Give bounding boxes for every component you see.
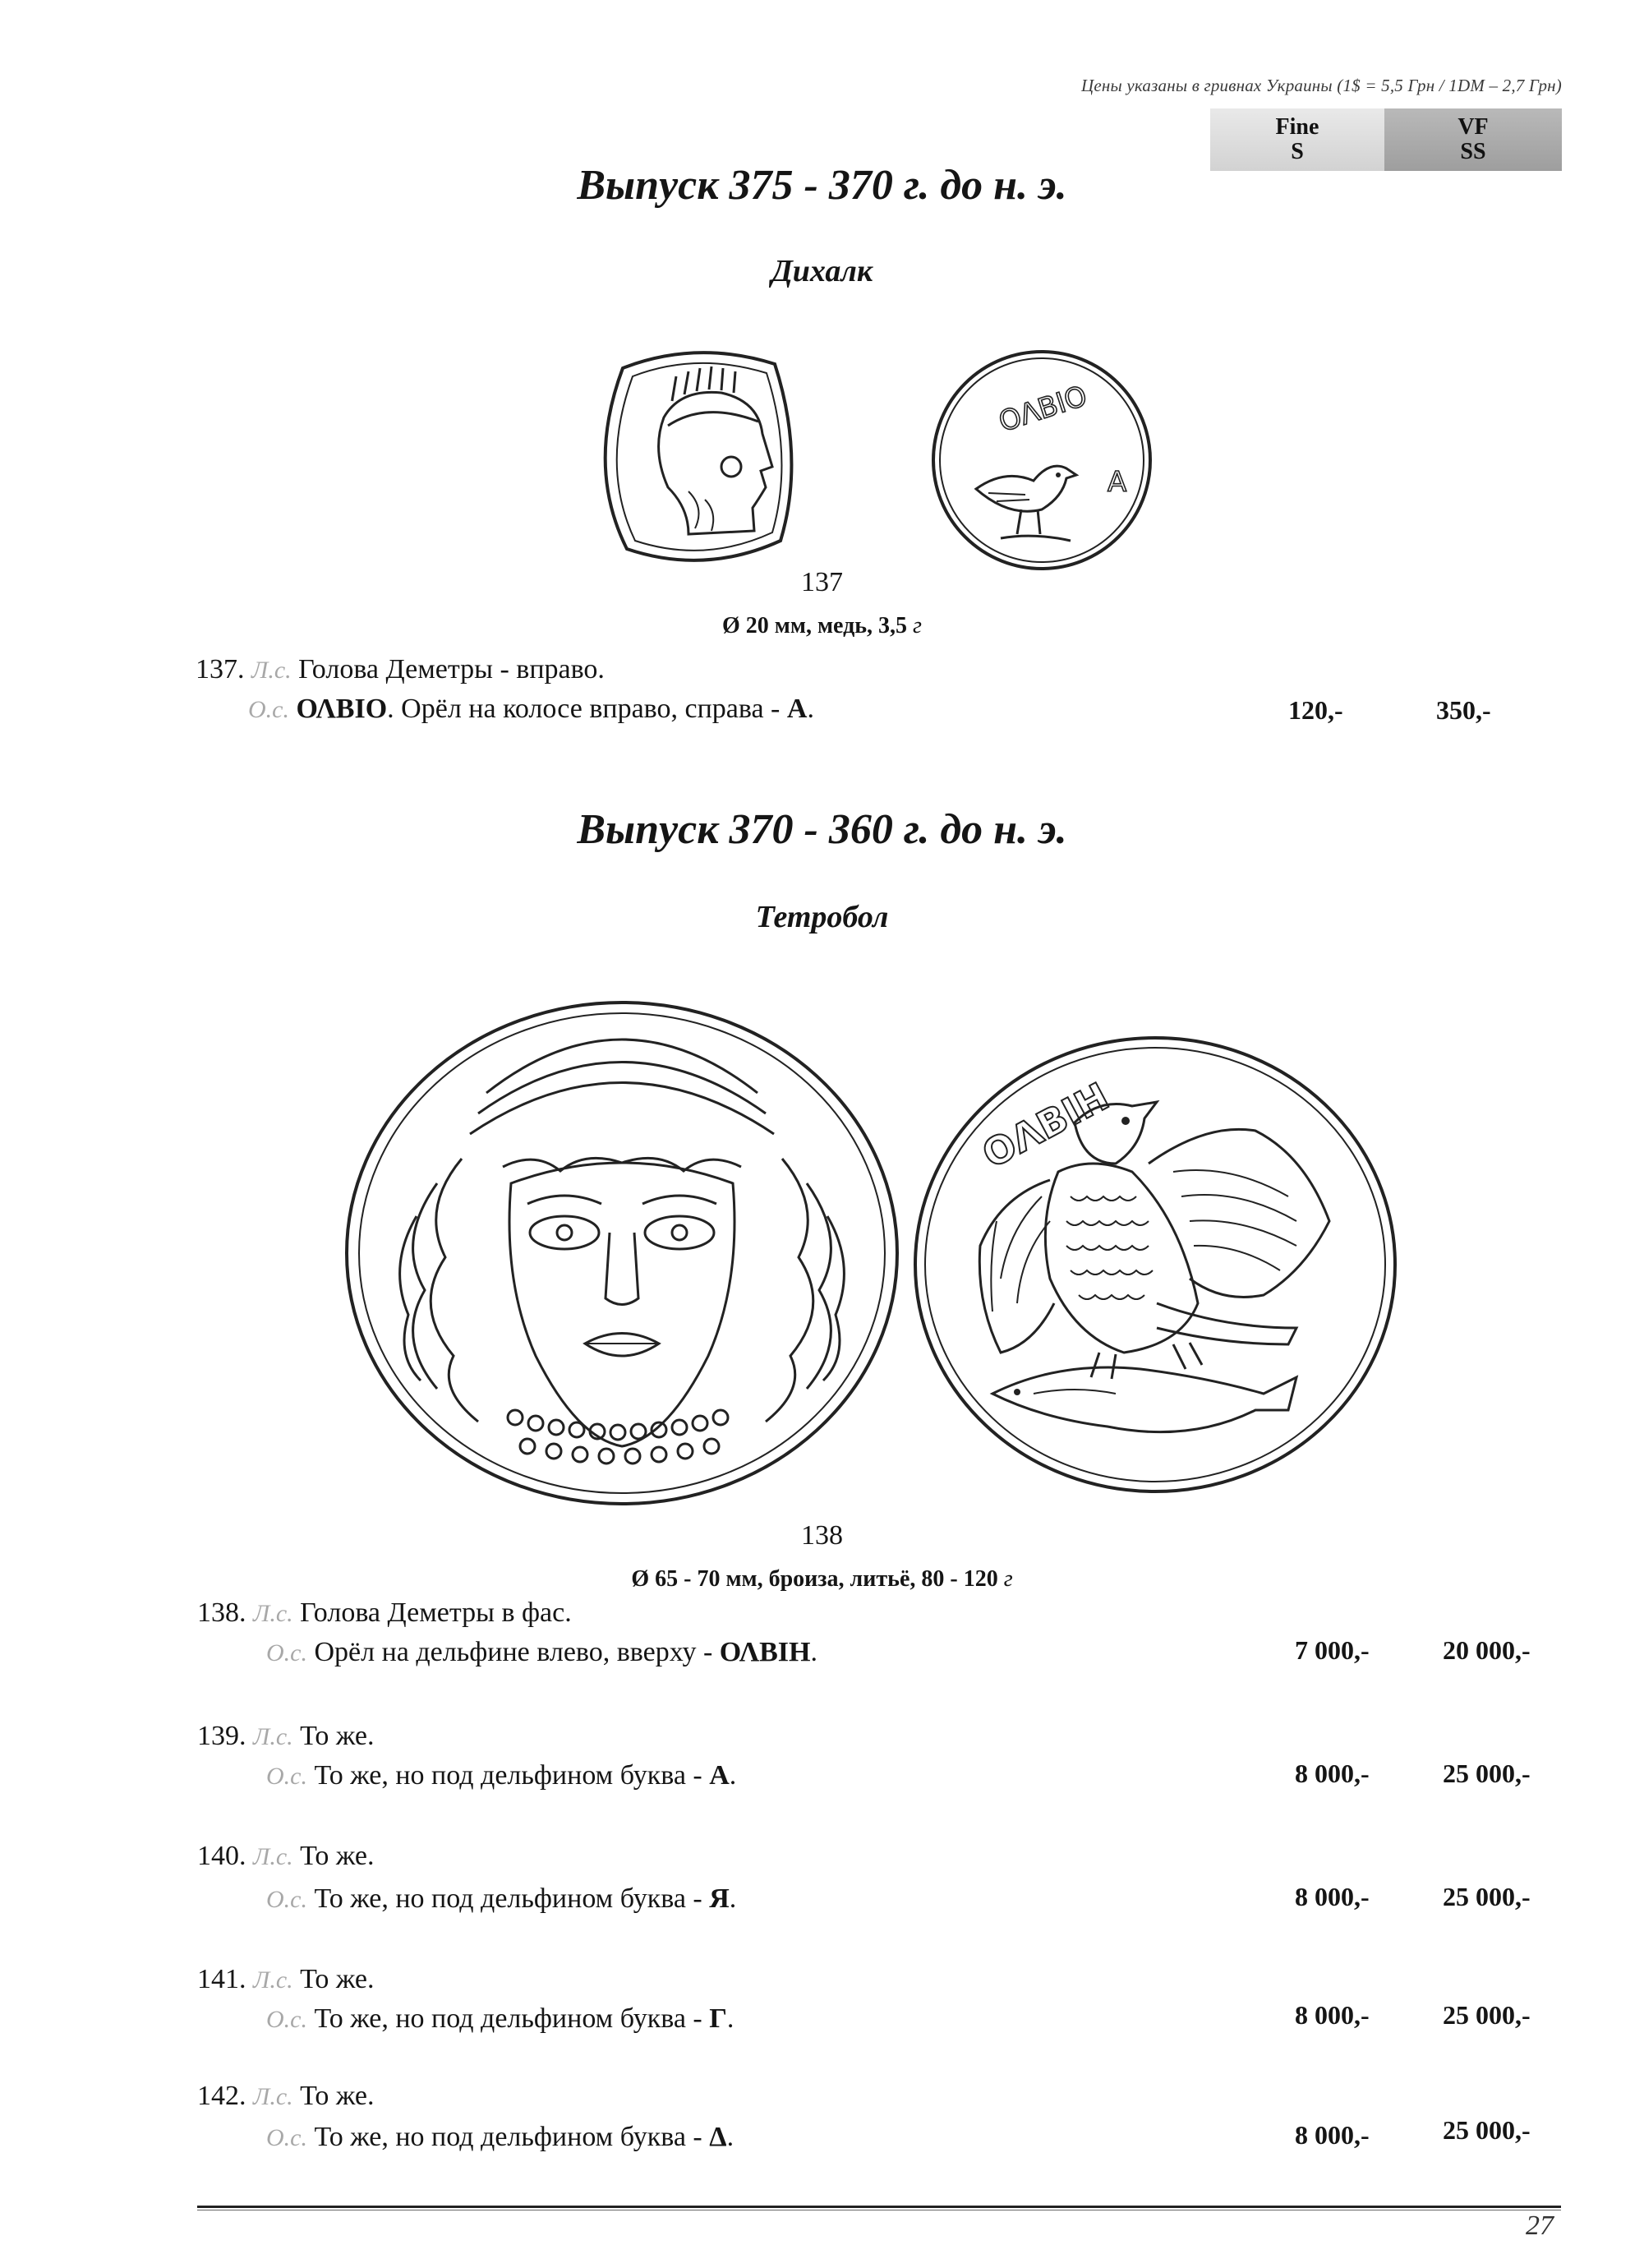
figure-number-138: 138 — [801, 1520, 843, 1551]
entry-140-obverse-text: То же. — [300, 1841, 375, 1871]
entry-138-obverse — [197, 1597, 572, 1629]
price-note: Цены указаны в гривнах Украины (1$ = 5,5 Грн / 1DM – 2,7 Грн) — [1081, 76, 1562, 95]
entry-139-number: 139. — [197, 1721, 246, 1751]
entry-139-reverse-letter: А — [709, 1760, 730, 1791]
entry-142-obverse-text: То же. — [300, 2081, 375, 2111]
entry-141-reverse-text: То же, но под дельфином буква - — [314, 2003, 710, 2034]
section-title-2: Выпуск 370 - 360 г. до н. э. — [577, 806, 1067, 853]
coin-137-obverse-image — [590, 343, 804, 574]
entry-140-reverse — [266, 1883, 736, 1915]
entry-142-reverse-side: О.с. — [266, 2124, 307, 2151]
entry-142-reverse-letter: Δ — [709, 2122, 727, 2152]
entry-141-obverse — [197, 1964, 375, 1995]
entry-142-obverse-side: Л.с. — [253, 2083, 293, 2110]
entry-140-reverse-end: . — [729, 1883, 737, 1914]
entry-138-reverse-side: О.с. — [266, 1639, 307, 1666]
entry-141-reverse-side: О.с. — [266, 2006, 307, 2033]
grade-vf-label: VF — [1457, 114, 1489, 140]
entry-141-reverse — [266, 2003, 734, 2035]
entry-142-obverse — [197, 2081, 375, 2112]
denomination-2: Тетробол — [755, 900, 889, 934]
coin-138-reverse-image — [910, 1032, 1400, 1497]
entry-140-reverse-letter: Я — [709, 1883, 730, 1914]
coin-137-letter: A — [1108, 466, 1127, 499]
entry-137-reverse-legend: ΟΛΒΙΟ — [296, 694, 388, 724]
spec-137-unit: г — [913, 613, 922, 638]
entry-139-price-fine: 8 000,- — [1295, 1759, 1370, 1788]
section-title-1: Выпуск 375 - 370 г. до н. э. — [577, 162, 1067, 209]
spec-138 — [0, 1566, 1644, 1593]
grade-fine-label: Fine — [1275, 114, 1319, 140]
entry-140-reverse-text: То же, но под дельфином буква - — [314, 1883, 710, 1914]
entry-141-price-fine: 8 000,- — [1295, 2000, 1370, 2030]
entry-141-reverse-letter: Г — [709, 2003, 727, 2034]
entry-139-reverse-end: . — [729, 1760, 737, 1791]
entry-142-price-fine: 8 000,- — [1295, 2120, 1370, 2150]
figure-number-137: 137 — [801, 567, 843, 597]
entry-141-obverse-text: То же. — [300, 1964, 375, 1994]
entry-137-reverse-letter: А — [786, 694, 808, 724]
entry-139-obverse — [197, 1721, 375, 1752]
entry-140-number: 140. — [197, 1841, 246, 1871]
entry-142-price-vf: 25 000,- — [1443, 2115, 1531, 2145]
entry-137-price-vf: 350,- — [1436, 695, 1491, 725]
entry-137-obverse-side: Л.с. — [251, 657, 292, 684]
entry-141-number: 141. — [197, 1964, 246, 1994]
spec-138-unit: г — [1003, 1566, 1013, 1592]
entry-140-price-vf: 25 000,- — [1443, 1882, 1531, 1911]
entry-138-obverse-text: Голова Деметры в фас. — [300, 1597, 572, 1628]
entry-142-reverse-end: . — [726, 2122, 735, 2152]
grade-vf-de-label: SS — [1460, 139, 1486, 164]
entry-141-price-vf: 25 000,- — [1443, 2000, 1531, 2030]
grade-fine-de-label: S — [1291, 139, 1304, 164]
entry-141-obverse-side: Л.с. — [253, 1966, 293, 1994]
entry-142-reverse-text: То же, но под дельфином буква - — [314, 2122, 710, 2152]
coin-137-reverse-image — [927, 345, 1157, 575]
entry-138-number: 138. — [197, 1597, 246, 1628]
entry-138-reverse-text: Орёл на дельфине влево, вверху - — [314, 1637, 720, 1667]
entry-142-number: 142. — [197, 2081, 246, 2111]
entry-137-number: 137. — [196, 654, 245, 685]
entry-139-price-vf: 25 000,- — [1443, 1759, 1531, 1788]
denomination-1: Дихалк — [771, 254, 873, 288]
entry-138-reverse-end: . — [810, 1637, 817, 1667]
entry-138-price-fine: 7 000,- — [1295, 1635, 1370, 1665]
footer-rule — [197, 2206, 1561, 2208]
entry-138-price-vf: 20 000,- — [1443, 1635, 1531, 1665]
entry-137-obverse — [196, 654, 605, 685]
entry-137-reverse-end: . — [807, 694, 814, 724]
entry-139-reverse-side: О.с. — [266, 1763, 307, 1790]
entry-140-obverse-side: Л.с. — [253, 1843, 293, 1870]
entry-140-obverse — [197, 1841, 375, 1872]
entry-140-reverse-side: О.с. — [266, 1886, 307, 1913]
spec-137-main: Ø 20 мм, медь, 3,5 — [722, 613, 908, 638]
entry-139-reverse-text: То же, но под дельфином буква - — [314, 1760, 710, 1791]
spec-138-main: Ø 65 - 70 мм, броиза, литьё, 80 - 120 — [631, 1566, 998, 1592]
entry-138-reverse-letter: ΟΛΒΙΗ — [719, 1637, 811, 1667]
entry-142-reverse — [266, 2122, 734, 2153]
entry-137-reverse-side: О.с. — [248, 696, 289, 723]
entry-138-reverse — [266, 1637, 817, 1668]
entry-137-obverse-text: Голова Деметры - вправо. — [298, 654, 605, 685]
entry-139-obverse-text: То же. — [300, 1721, 375, 1751]
entry-137-price-fine: 120,- — [1288, 695, 1343, 725]
entry-137-reverse-text: . Орёл на колосе вправо, справа - — [387, 694, 787, 724]
entry-138-obverse-side: Л.с. — [253, 1600, 293, 1627]
coin-138-legend: ΟΛΒΙΗ — [974, 1073, 1117, 1178]
coin-137-legend: ΟΛΒΙΟ — [994, 379, 1091, 440]
entry-139-reverse — [266, 1760, 736, 1791]
spec-137 — [0, 613, 1644, 639]
entry-141-reverse-end: . — [726, 2003, 735, 2034]
coin-138-obverse-image — [338, 994, 905, 1512]
page-number: 27 — [1526, 2210, 1554, 2241]
entry-137-reverse — [248, 694, 814, 725]
entry-140-price-fine: 8 000,- — [1295, 1882, 1370, 1911]
entry-139-obverse-side: Л.с. — [253, 1723, 293, 1750]
